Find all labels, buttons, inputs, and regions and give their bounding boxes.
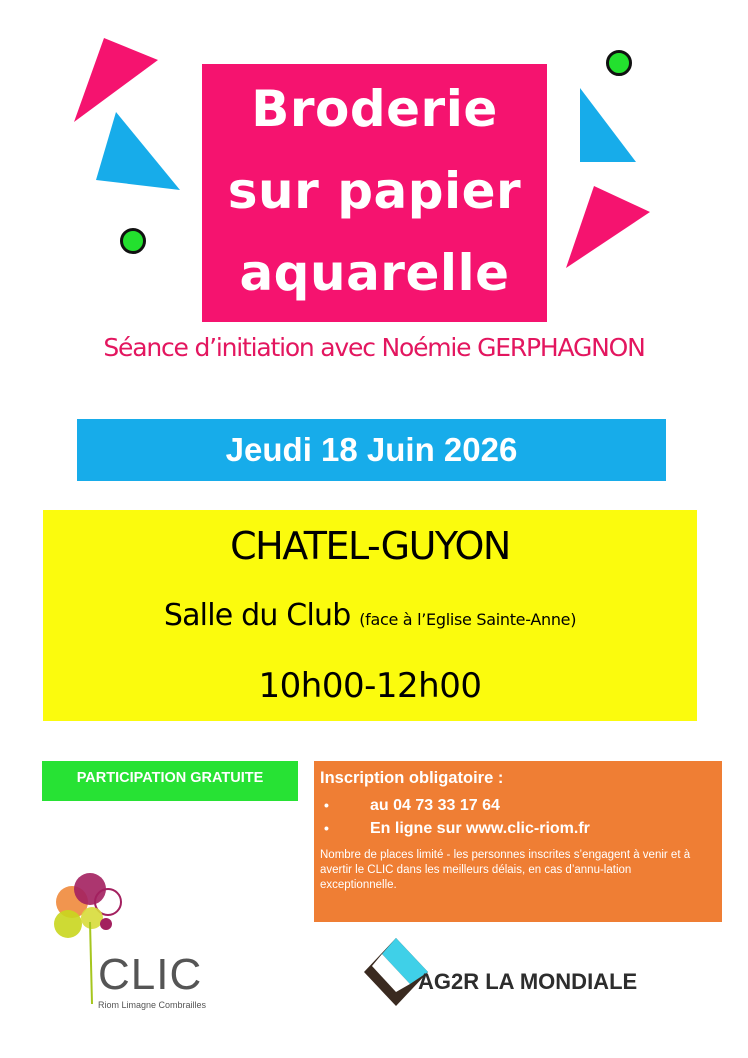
decorative-pink-triangle-right	[564, 184, 654, 274]
signup-website-text: En ligne sur www.clic-riom.fr	[370, 820, 590, 837]
decorative-blue-triangle-right	[576, 86, 640, 164]
venue-place-note: (face à l’Eglise Sainte-Anne)	[359, 610, 577, 629]
ag2r-logo	[362, 936, 692, 1026]
venue-time: 10h00-12h00	[258, 666, 482, 706]
signup-box	[314, 761, 722, 922]
title-line-2: sur papier	[227, 162, 522, 220]
title-line-1: Broderie	[251, 80, 498, 138]
title-line-3: aquarelle	[239, 244, 510, 302]
clic-logo-subtitle: Riom Limagne Combrailles	[98, 1000, 207, 1010]
decorative-green-dot-right	[606, 50, 632, 76]
signup-phone-text: au 04 73 33 17 64	[370, 797, 500, 814]
signup-note: Nombre de places limité - les personnes inscrites s’engagent à venir et à avertir le CLIC dans les meilleurs délais, en cas d’annu-lation exceptionnelle.	[320, 849, 691, 891]
decorative-blue-triangle-left	[96, 110, 182, 194]
decorative-green-dot-left	[120, 228, 146, 254]
clic-logo-name: CLIC	[98, 950, 203, 999]
venue-place: Salle du Club	[163, 598, 351, 633]
clic-logo	[50, 872, 210, 1012]
signup-phone	[320, 797, 714, 815]
ag2r-logo-name: AG2R LA MONDIALE	[418, 969, 638, 994]
bullet-icon: •	[324, 797, 329, 813]
venue-city: CHATEL-GUYON	[230, 524, 510, 568]
event-title	[202, 64, 547, 322]
venue-place-line	[43, 598, 697, 633]
signup-title: Inscription obligatoire :	[320, 769, 504, 787]
event-date: Jeudi 18 Juin 2026	[77, 419, 666, 481]
signup-website	[320, 820, 714, 838]
bullet-icon: •	[324, 820, 329, 836]
participation-badge: PARTICIPATION GRATUITE	[42, 761, 298, 801]
venue-box	[43, 510, 697, 721]
event-subtitle: Séance d’initiation avec Noémie GERPHAGNON	[103, 333, 645, 362]
